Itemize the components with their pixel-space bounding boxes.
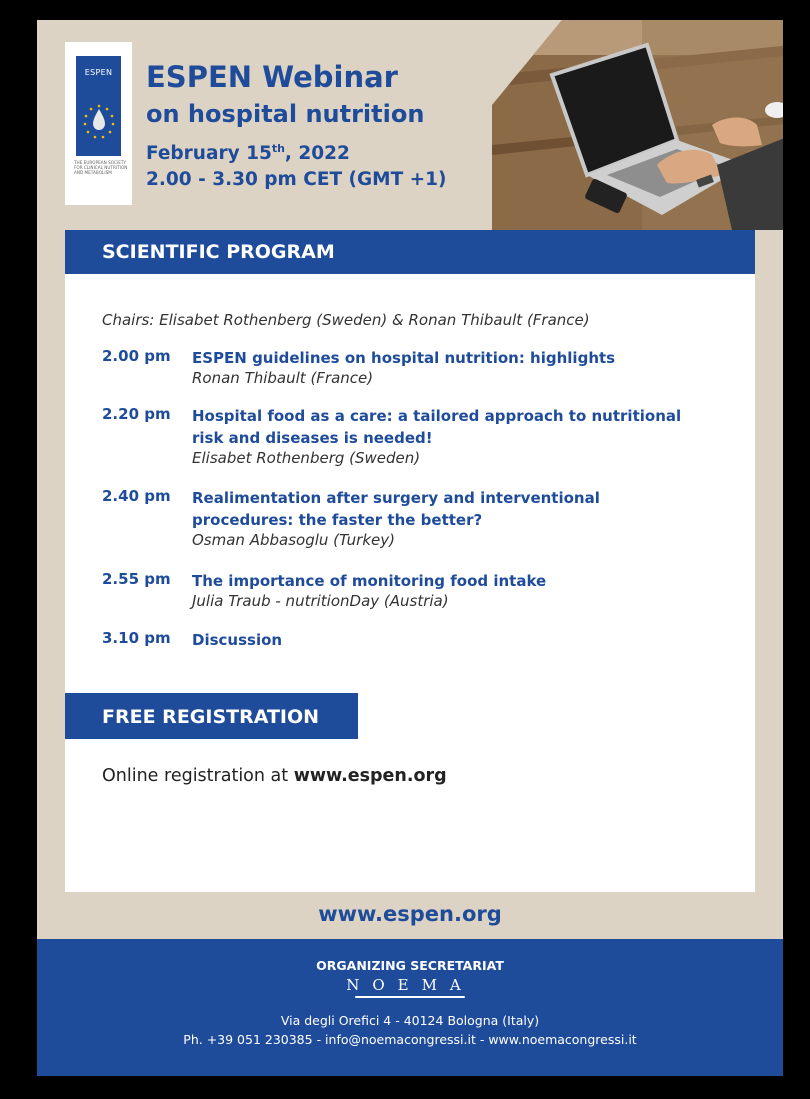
secretariat-contact[interactable]: Ph. +39 051 230385 - info@noemacongressi.it - www.noemacongressi.it	[183, 1032, 637, 1047]
content-panel	[65, 230, 755, 892]
date-suffix: th	[271, 142, 285, 155]
session-time: 2.00 pm	[102, 347, 171, 365]
session-title: Discussion	[192, 631, 283, 649]
webinar-date	[146, 142, 350, 164]
date-year: , 2022	[284, 143, 350, 165]
drop-stars-icon	[83, 103, 115, 139]
session-time: 2.20 pm	[102, 405, 171, 423]
session-speaker: Ronan Thibault (France)	[192, 369, 374, 387]
session-title: The importance of monitoring food intake	[192, 572, 547, 590]
registration-line	[102, 766, 447, 786]
noema-logo: NOEMA	[346, 976, 474, 994]
logo-caption: THE EUROPEAN SOCIETY FOR CLINICAL NUTRITION AND METABOLISM	[74, 160, 128, 175]
registration-text: Online registration at	[102, 766, 294, 786]
espen-website-link[interactable]: www.espen.org	[318, 902, 502, 926]
registration-link[interactable]: www.espen.org	[293, 766, 447, 786]
webinar-poster	[37, 20, 783, 1076]
organizing-secretariat-footer	[37, 939, 783, 1076]
logo-flag	[76, 56, 121, 156]
session-time: 2.55 pm	[102, 570, 171, 588]
session-time: 2.40 pm	[102, 487, 171, 505]
session-title: Hospital food as a care: a tailored approach to nutritional risk and diseases is needed!	[192, 407, 682, 447]
organizing-secretariat-heading: ORGANIZING SECRETARIAT	[316, 958, 504, 973]
session-speaker: Elisabet Rothenberg (Sweden)	[192, 449, 421, 467]
session-speaker: Julia Traub - nutritionDay (Austria)	[192, 592, 449, 610]
scientific-program-heading: SCIENTIFIC PROGRAM	[65, 230, 755, 274]
chairs-line: Chairs: Elisabet Rothenberg (Sweden) & Ronan Thibault (France)	[102, 311, 590, 329]
session-title: ESPEN guidelines on hospital nutrition: highlights	[192, 349, 616, 367]
session-time: 3.10 pm	[102, 629, 171, 647]
free-registration-heading: FREE REGISTRATION	[65, 693, 358, 739]
espen-logo	[65, 42, 132, 205]
webinar-subtitle: on hospital nutrition	[146, 100, 425, 128]
noema-underline	[355, 996, 465, 998]
secretariat-address: Via degli Orefici 4 - 40124 Bologna (Italy)	[280, 1013, 540, 1028]
laptop-photo	[492, 20, 783, 230]
session-title: Realimentation after surgery and interventional procedures: the faster the better?	[192, 489, 600, 529]
logo-wordmark: ESPEN	[84, 68, 113, 77]
webinar-time: 2.00 - 3.30 pm CET (GMT +1)	[146, 169, 447, 190]
session-speaker: Osman Abbasoglu (Turkey)	[192, 531, 395, 549]
date-main: February 15	[146, 143, 272, 165]
webinar-title: ESPEN Webinar	[146, 60, 398, 94]
